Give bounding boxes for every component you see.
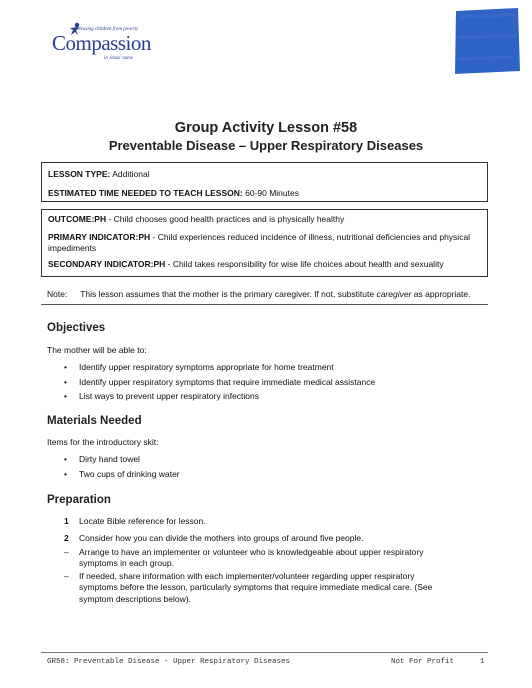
page-title: Group Activity Lesson #58 (174, 120, 358, 136)
compassion-logo (52, 22, 172, 70)
secondary-indicator-label: SECONDARY INDICATOR:PH (48, 259, 166, 269)
prep-substep (64, 571, 459, 605)
list-item: • Two cups of drinking water (64, 467, 180, 482)
footer-title: GR58: Preventable Disease - Upper Respiratory Diseases (47, 658, 291, 666)
substep-line: symptoms in each group. (79, 558, 174, 569)
note-label: Note: (47, 289, 68, 299)
footer-not-for-profit: Not For Profit (391, 658, 455, 666)
step-number: 1 (64, 516, 69, 526)
dash-bullet: – (64, 571, 69, 581)
step-text: Locate Bible reference for lesson. (79, 516, 206, 526)
secondary-indicator-value: - Child takes responsibility for wise life choices about health and sexuality (167, 259, 444, 269)
time-needed-value: 60-90 Minutes (245, 188, 299, 198)
lesson-type-label: LESSON TYPE: (48, 169, 111, 179)
primary-indicator-value-cont: impediments (48, 243, 97, 253)
secondary-indicator-line (48, 259, 481, 270)
lesson-type-value: Additional (112, 169, 150, 179)
logo-subline: in Jesus' name (104, 56, 134, 61)
note-line (47, 289, 487, 299)
step-text: Consider how you can divide the mothers into groups of around five people. (79, 533, 364, 543)
primary-indicator-label: PRIMARY INDICATOR:PH (48, 232, 151, 242)
objectives-list (64, 360, 375, 404)
substep-line: symptoms before the lesson, particularly symptoms that require immediate medical care. (See (79, 582, 433, 593)
preparation-heading: Preparation (47, 494, 111, 506)
outcome-box (41, 209, 488, 277)
outcome-line (48, 214, 481, 225)
footer-divider (41, 652, 488, 653)
substep-line: Arrange to have an implementer or volunteer who is knowledgeable about upper respiratory (79, 547, 424, 557)
substep-line: If needed, share information with each implementer/volunteer regarding upper respiratory (79, 571, 415, 581)
logo-tagline: Releasing children from poverty (74, 27, 139, 32)
accent-square (453, 7, 521, 75)
note-text-end: as appropriate. (413, 289, 471, 299)
objectives-heading: Objectives (47, 322, 106, 334)
materials-intro: Items for the introductory skit: (47, 437, 159, 447)
objectives-intro: The mother will be able to: (47, 345, 147, 355)
note-italic: caregiver (376, 289, 412, 299)
dash-bullet: – (64, 547, 69, 557)
divider (41, 304, 488, 305)
list-item: • Identify upper respiratory symptoms appropriate for home treatment (64, 360, 375, 375)
time-needed-label: ESTIMATED TIME NEEDED TO TEACH LESSON: (48, 188, 243, 198)
outcome-value: - Child chooses good health practices and is physically healthy (108, 214, 345, 224)
list-item: • Identify upper respiratory symptoms that require immediate medical assistance (64, 375, 375, 390)
lesson-type-line (48, 169, 481, 180)
primary-indicator-line (48, 232, 481, 254)
note-text: This lesson assumes that the mother is the primary caregiver. If not, substitute (80, 289, 375, 299)
page-number: 1 (480, 658, 485, 666)
list-item: • List ways to prevent upper respiratory infections (64, 389, 375, 404)
primary-indicator-value: - Child experiences reduced incidence of illness, nutritional deficiencies and physical (152, 232, 471, 242)
substep-line: symptom descriptions below). (79, 593, 191, 604)
logo-wordmark: Compassion (52, 31, 151, 55)
lesson-info-box (41, 162, 488, 202)
step-number: 2 (64, 533, 69, 543)
list-item: • Dirty hand towel (64, 452, 180, 467)
prep-substep (64, 547, 459, 570)
materials-list (64, 452, 180, 481)
outcome-label: OUTCOME:PH (48, 214, 107, 224)
materials-heading: Materials Needed (47, 415, 142, 427)
page-subtitle: Preventable Disease – Upper Respiratory Diseases (108, 138, 424, 153)
time-needed-line (48, 188, 481, 199)
